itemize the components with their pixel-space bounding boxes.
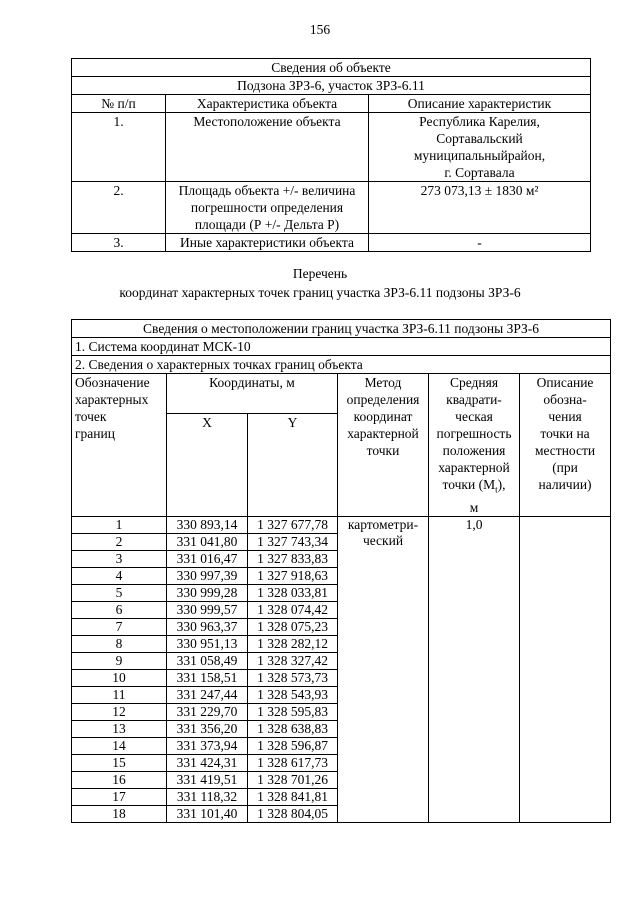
header-method — [338, 374, 429, 517]
coords-table-title: Сведения о местоположении границ участка ЗРЗ-6.11 подзоны ЗРЗ-6 — [72, 320, 611, 338]
point-x: 330 893,14 — [167, 516, 248, 533]
point-number: 5 — [72, 584, 167, 601]
header-line: (при — [552, 460, 578, 475]
point-y: 1 328 282,12 — [248, 635, 338, 652]
header-point-description — [520, 374, 611, 517]
header-line: Метод — [364, 375, 402, 390]
list-subheading: координат характерных точек границ участка ЗРЗ-6.11 подзоны ЗРЗ-6 — [119, 285, 521, 300]
point-number: 6 — [72, 601, 167, 618]
point-number: 14 — [72, 737, 167, 754]
header-line: точки — [366, 443, 400, 458]
header-line: ческая — [455, 409, 493, 424]
header-line — [432, 476, 516, 499]
header-description: Описание характеристик — [369, 95, 591, 113]
point-number: 13 — [72, 720, 167, 737]
points-section-title: 2. Сведения о характерных точках границ объекта — [72, 356, 611, 374]
point-x: 331 356,20 — [167, 720, 248, 737]
point-x: 331 058,49 — [167, 652, 248, 669]
point-number: 12 — [72, 703, 167, 720]
point-y: 1 327 918,63 — [248, 567, 338, 584]
header-number: № п/п — [72, 95, 166, 113]
row-description: - — [369, 234, 591, 252]
char-line: погрешности определения — [190, 200, 344, 215]
header-line: характерных — [75, 392, 149, 407]
header-line: погрешность — [436, 426, 512, 441]
method-line: картометри- — [347, 516, 419, 532]
point-y: 1 327 677,78 — [248, 516, 338, 533]
row-description — [369, 113, 591, 182]
row-number: 2. — [72, 182, 166, 234]
point-y: 1 328 573,73 — [248, 669, 338, 686]
error-suffix: ), — [497, 477, 506, 492]
object-table-title: Сведения об объекте — [72, 59, 591, 77]
header-line: квадрати- — [446, 392, 502, 407]
table-row — [72, 113, 591, 182]
list-heading: Перечень — [292, 266, 348, 281]
point-x: 331 229,70 — [167, 703, 248, 720]
header-designation — [72, 374, 167, 517]
point-x: 330 963,37 — [167, 618, 248, 635]
point-number: 10 — [72, 669, 167, 686]
point-number: 15 — [72, 754, 167, 771]
desc-line: муниципальныйрайон, — [413, 148, 546, 163]
method-line: ческий — [362, 532, 404, 548]
point-y: 1 328 617,73 — [248, 754, 338, 771]
object-table-header — [72, 95, 591, 113]
header-line: характерной — [438, 460, 510, 475]
point-number: 11 — [72, 686, 167, 703]
desc-line: г. Сортавала — [444, 165, 515, 180]
object-table-subtitle: Подзона ЗРЗ-6, участок ЗРЗ-6.11 — [72, 77, 591, 95]
header-error — [429, 374, 520, 517]
point-number: 3 — [72, 550, 167, 567]
point-number: 16 — [72, 771, 167, 788]
header-line: характерной — [347, 426, 419, 441]
point-x: 331 247,44 — [167, 686, 248, 703]
point-number: 17 — [72, 788, 167, 805]
object-info-table — [71, 58, 591, 252]
coordinates-table — [71, 319, 611, 823]
header-line: наличии) — [538, 477, 592, 492]
point-number: 4 — [72, 567, 167, 584]
point-y: 1 327 743,34 — [248, 533, 338, 550]
coordinate-system: 1. Система координат МСК-10 — [72, 338, 611, 356]
point-number: 18 — [72, 805, 167, 822]
row-description: 273 073,13 ± 1830 м² — [369, 182, 591, 234]
point-x: 331 016,47 — [167, 550, 248, 567]
header-line: Описание — [536, 375, 594, 390]
table-row — [72, 516, 611, 533]
point-x: 331 373,94 — [167, 737, 248, 754]
table-row — [72, 182, 591, 234]
page-number: 156 — [309, 22, 331, 37]
header-line: местности — [534, 443, 596, 458]
point-y: 1 328 595,83 — [248, 703, 338, 720]
error-subscript: t — [495, 484, 498, 495]
row-characteristic — [166, 182, 369, 234]
header-x: X — [167, 413, 248, 516]
row-number: 1. — [72, 113, 166, 182]
point-y: 1 328 075,23 — [248, 618, 338, 635]
point-number: 7 — [72, 618, 167, 635]
point-number: 2 — [72, 533, 167, 550]
row-characteristic: Местоположение объекта — [166, 113, 369, 182]
point-x: 330 951,13 — [167, 635, 248, 652]
point-y: 1 328 701,26 — [248, 771, 338, 788]
point-x: 331 118,32 — [167, 788, 248, 805]
desc-line: Сортавальский — [436, 131, 523, 146]
header-line: Обозначение — [75, 375, 150, 390]
point-y: 1 328 543,93 — [248, 686, 338, 703]
point-number: 1 — [72, 516, 167, 533]
header-line: координат — [353, 409, 413, 424]
desc-line: Республика Карелия, — [419, 114, 540, 129]
header-characteristic: Характеристика объекта — [166, 95, 369, 113]
point-y: 1 328 638,83 — [248, 720, 338, 737]
point-y: 1 328 327,42 — [248, 652, 338, 669]
point-x: 330 997,39 — [167, 567, 248, 584]
point-number: 9 — [72, 652, 167, 669]
point-y: 1 328 033,81 — [248, 584, 338, 601]
row-characteristic: Иные характеристики объекта — [166, 234, 369, 252]
header-line: положения — [442, 443, 506, 458]
header-coordinates: Координаты, м — [167, 374, 338, 414]
method-cell — [338, 516, 429, 822]
point-description-cell — [520, 516, 611, 822]
header-line: м — [469, 499, 479, 515]
char-line: площади (Р +/- Дельта Р) — [194, 217, 340, 232]
point-x: 330 999,28 — [167, 584, 248, 601]
point-number: 8 — [72, 635, 167, 652]
header-line: определения — [346, 392, 420, 407]
header-line: точек — [75, 409, 107, 424]
char-line: Площадь объекта +/- величина — [178, 183, 356, 198]
error-prefix: точки (M — [442, 477, 496, 492]
point-y: 1 328 841,81 — [248, 788, 338, 805]
coords-header — [72, 374, 611, 414]
point-x: 330 999,57 — [167, 601, 248, 618]
point-x: 331 424,31 — [167, 754, 248, 771]
header-line: обозна- — [543, 392, 587, 407]
error-cell: 1,0 — [429, 516, 520, 822]
row-number: 3. — [72, 234, 166, 252]
header-line: Средняя — [449, 375, 499, 390]
point-x: 331 101,40 — [167, 805, 248, 822]
point-y: 1 328 804,05 — [248, 805, 338, 822]
point-x: 331 158,51 — [167, 669, 248, 686]
point-y: 1 328 596,87 — [248, 737, 338, 754]
header-line: границ — [75, 426, 115, 441]
point-x: 331 041,80 — [167, 533, 248, 550]
header-line: чения — [548, 409, 582, 424]
point-y: 1 328 074,42 — [248, 601, 338, 618]
table-row — [72, 234, 591, 252]
header-y: Y — [248, 413, 338, 516]
point-y: 1 327 833,83 — [248, 550, 338, 567]
header-line: точки на — [540, 426, 590, 441]
point-x: 331 419,51 — [167, 771, 248, 788]
